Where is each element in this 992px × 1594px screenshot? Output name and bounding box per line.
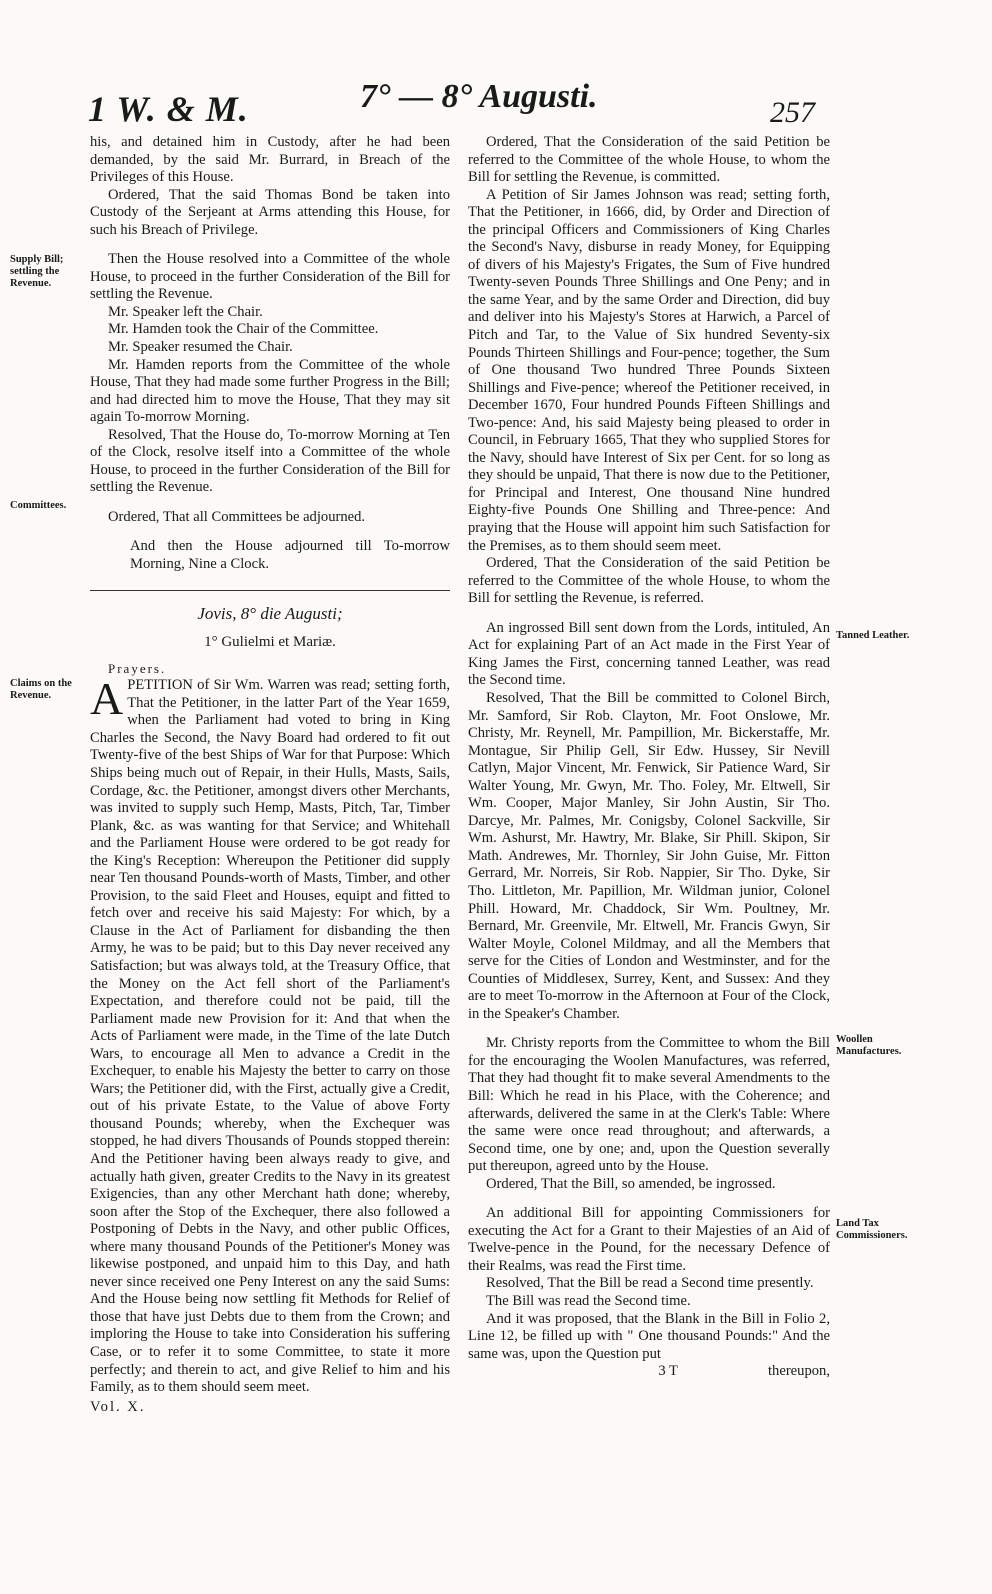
paragraph: And it was proposed, that the Blank in the Bill in Folio 2, Line 12, be filled up with " One thousand Pounds:" And the same was, upon the Question put bbox=[468, 1310, 830, 1362]
paragraph: The Bill was read the Second time. bbox=[486, 1293, 691, 1309]
paragraph: Ordered, That the Consideration of the said Petition be referred to the Committee of the whole House, to whom the Bill for settling the Revenue, is committed. bbox=[468, 134, 830, 186]
reign-heading: 1° Gulielmi et Mariæ. bbox=[204, 634, 336, 651]
margin-note-supply-bill: Supply Bill; settling the Revenue. bbox=[10, 254, 64, 289]
paragraph: Mr. Speaker left the Chair. bbox=[108, 303, 263, 320]
margin-note-woollen: Woollen Manufactures. bbox=[836, 1034, 902, 1057]
paragraph: Resolved, That the Bill be committed to Colonel Birch, Mr. Samford, Sir Rob. Clayton, Mr. Foot Onslowe, Mr. Christy, Mr. Reynell, Mr. Pampillion, Mr. Bickerstaffe, Mr. Montague, Sir Philip Gell, Sir Edw. Hussey, Sir Nevill Catlyn, Major Vincent, Mr. Fenwick, Sir Patience Ward, Sir Walter Young, Mr. Gwyn, Mr. Tho. Foley, Mr. Eltwell, Sir Wm. Cooper, Major Manley, Sir John Austin, Sir Tho. Darcye, Mr. Palmes, Mr. Conigsby, Colonel Sackville, Sir Wm. Ashurst, Mr. Hawtry, Mr. Blake, Sir Phill. Skipon, Sir Math. Andrewes, Mr. Thornley, Sir John Guise, Mr. Fitton Gerrard, Mr. Norreis, Sir Rob. Nappier, Sir Tho. Dyke, Sir Tho. Littleton, Mr. Papillion, Mr. Wildman junior, Colonel Phill. Howard, Mr. Chaddock, Sir Wm. Poultney, Mr. Bernard, Mr. Greenvile, Mr. Eltwell, Mr. Francis Gwyn, Sir Walter Moyle, Colonel Mildmay, and all the Members that serve for the Cities of London and Westminster, and for the Counties of Middlesex, Surrey, Kent, and Sussex: And they are to meet To-morrow in the Afternoon at Four of the Clock, in the Speaker's Chamber. bbox=[468, 689, 830, 1022]
margin-note-claims: Claims on the Revenue. bbox=[10, 678, 72, 701]
paragraph: Mr. Speaker resumed the Chair. bbox=[108, 339, 293, 356]
paragraph: Ordered, That the Bill, so amended, be ingrossed. bbox=[486, 1175, 776, 1192]
paragraph: his, and detained him in Custody, after he had been demanded, by the said Mr. Burrard, in Breach of the Privileges of this House. bbox=[90, 134, 450, 186]
right-column bbox=[468, 134, 830, 1381]
paragraph: Resolved, That the House do, To-morrow Morning at Ten of the Clock, resolve itself into a Committee of the whole House, to proceed in the further Consideration of the Bill for settling the Revenue. bbox=[90, 426, 450, 496]
petition-text: PETITION of Sir Wm. Warren was read; setting forth, That the Petitioner, in the latter Part of the Year 1659, when the Parliament had voted to bring in King Charles the Second, the Navy Board had ordered to fit out Twenty-five of the best Ships of War for that Purpose: Which Ships being much out of Repair, in their Hulls, Masts, Sails, Cordage, &c. the Petitioner, amongst divers other Merchants, was invited to supply such Hemp, Masts, Pitch, Tar, Timber Plank, &c. as was wanting for that Service; and Whitehall and the Parliament House were ordered to be got ready for the King's Reception: Whereupon the Petitioner did supply near Ten thousand Pounds-worth of Masts, Timber, and other Provision, to the said Fleet and Houses, equipt and fitted to fetch over and receive his said Majesty: For which, by a Clause in the Act of Parliament for disbanding the then Army, he was to be paid; but to this Day never received any Satisfaction; but was always told, at the Treasury Office, that the Money on the Act fell short of the Parliament's Expectation, and therefore could not be paid, till the Parliament made new Provision for it: And that when the Acts of Parliament were made, in the Time of the late Dutch Wars, to encourage all Men to advance a Credit in the Exchequer, to enable his Majesty the better to carry on those Wars; the Petitioner did, with the First, actually give a Credit, out of his private Estate, to the Value of above Forty thousand Pounds; whereby, when the Exchequer was stopped, he had divers Thousands of Pounds stopped therein: And the Petitioner having been always ready to give, and actually hath given, greater Credits to the Navy in its greatest Exigencies, than any other Merchant hath done; whereby, soon after the Stop of the Exchequer, there also followed a Postponing of Debts in the Navy, and other public Offices, where many thousand Pounds of the Petitioner's Money was likewise postponed, and unpaid him to this Day, and hath never since received one Peny Interest on any the said Sums: And the House being now settling fit Methods for Relief of those that have just Debts due to them from the Crown; and imploring the House to take into Consideration his suffering Case, or to refer it to some Committee, to state it more perfectly; and therein to act, and give Relief to him and his Family, as to them should seem meet. bbox=[90, 677, 450, 1396]
day-heading: Jovis, 8° die Augusti; bbox=[197, 603, 343, 623]
date-header: 7° — 8° Augusti. bbox=[360, 78, 598, 115]
margin-note-tanned-leather: Tanned Leather. bbox=[836, 630, 910, 641]
catchword: thereupon, bbox=[767, 1363, 830, 1380]
adjournment: And then the House adjourned till To-morrow Morning, Nine a Clock. bbox=[130, 538, 450, 573]
paragraph: A Petition of Sir James Johnson was read; setting forth, That the Petitioner, in 1666, did, by Order and Direction of the principal Officers and Commissioners of King Charles the Second's Navy, disburse in ready Money, for Equipping of divers of his Majesty's Frigates, the Sum of Five hundred Twenty-seven Pounds Three Shillings and One Peny; and in the same Year, and by the same Order and Direction, did buy and deliver into his Majesty's Stores at Harwich, a Parcel of Pitch and Tar, to the Value of Six hundred Seventy-six Pounds Thirteen Shillings and Four-pence; together, the Sum of One thousand Two hundred Three Pounds Sixteen Shillings and Five-pence; whereof the Petitioner received, in December 1670, Four hundred Pounds Fifteen Shillings and Two-pence: And, his said Majesty being pleased to order in Council, in February 1665, That they who supplied Stores for the Navy, should have Interest of Six per Cent. for so long as they should be unpaid, That there is now due to the Petitioner, for Principal and Interest, One thousand Nine hundred Eighty-five Pounds One Shilling and Three-pence: And praying that the House will appoint him such Satisfaction for the Premises, as to them should seem meet. bbox=[468, 186, 830, 554]
page-number: 257 bbox=[770, 96, 815, 129]
drop-cap: A bbox=[90, 673, 124, 725]
paragraph: An ingrossed Bill sent down from the Lords, intituled, An Act for explaining Part of an Act made in the First Year of King James the First, concerning tanned Leather, was read the Second time. bbox=[468, 619, 830, 689]
paragraph: Mr. Hamden took the Chair of the Committee. bbox=[108, 321, 379, 338]
signature-mark: 3 T bbox=[658, 1363, 678, 1380]
left-column bbox=[90, 134, 450, 1416]
petition-paragraph bbox=[90, 673, 450, 1396]
paragraph: Then the House resolved into a Committee of the whole House, to proceed in the further Consideration of the Bill for settling the Revenue. bbox=[90, 251, 450, 303]
volume-mark: Vol. X. bbox=[90, 1398, 146, 1415]
signature-line bbox=[468, 1363, 830, 1381]
paragraph: Mr. Christy reports from the Committee to whom the Bill for the encouraging the Woolen Manufactures, was referred, That they had thought fit to make several Amendments to the Bill: Which he read in his Place, with the Coherence; and afterwards, delivered the same in at the Clerk's Table: Where the same were once read throughout; and afterwards, a Second time, one by one; and, upon the Question severally put thereupon, agreed unto by the House. bbox=[468, 1035, 830, 1175]
paragraph: An additional Bill for appointing Commissioners for executing the Act for a Grant to their Majesties of an Aid of Twelve-pence in the Pound, for the necessary Defence of their Realms, was read the First time. bbox=[468, 1205, 830, 1274]
section-rule bbox=[90, 590, 450, 591]
prayers-heading: Prayers. bbox=[108, 660, 167, 676]
paragraph: Resolved, That the Bill be read a Second time presently. bbox=[486, 1275, 814, 1292]
margin-note-committees: Committees. bbox=[10, 500, 67, 511]
paragraph: Mr. Hamden reports from the Committee of the whole House, That they had made some further Progress in the Bill; and had directed him to move the House, That they may sit again To-morrow Morning. bbox=[90, 356, 450, 426]
paragraph: Ordered, That all Committees be adjourned. bbox=[108, 508, 366, 525]
paragraph: Ordered, That the Consideration of the said Petition be referred to the Committee of the whole House, to whom the Bill for settling the Revenue, is referred. bbox=[468, 555, 830, 607]
margin-note-land-tax: Land Tax Commissioners. bbox=[836, 1218, 908, 1241]
regnal-year-header: 1 W. & M. bbox=[88, 89, 249, 129]
paragraph: Ordered, That the said Thomas Bond be taken into Custody of the Serjeant at Arms attending this House, for such his Breach of Privilege. bbox=[90, 186, 450, 238]
